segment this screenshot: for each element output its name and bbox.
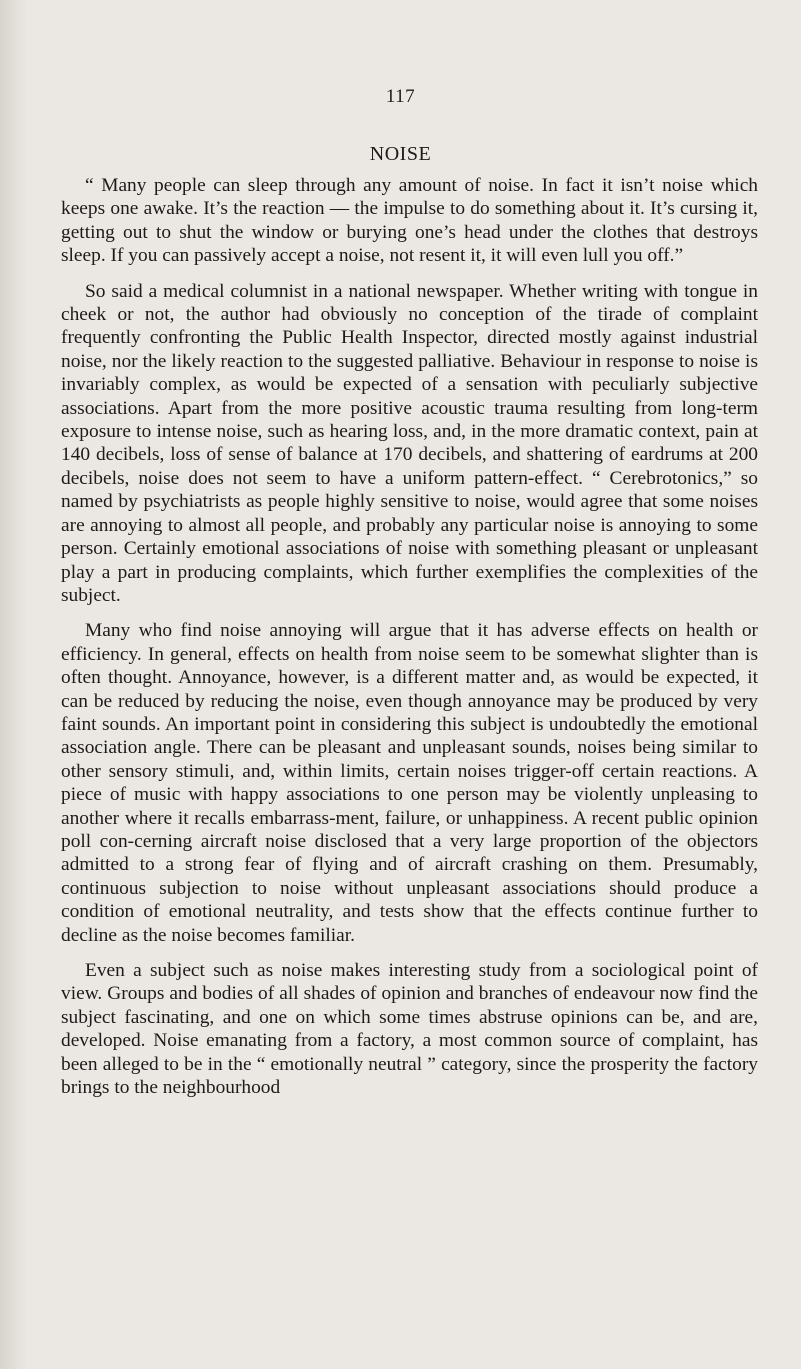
paragraph-4: Even a subject such as noise makes interesting study from a sociological point of view. Groups and bodies of all shades of opinion and branches of endeavour now find the subject fascinating, and one on which some times abstruse opinions can be, and are, developed. Noise emanating from a factory, a most common source of complaint, has been alleged to be in the “ emotionally neutral ” category, since the prosperity the factory brings to the neighbourhood xyxy=(61,960,758,1099)
page-title: NOISE xyxy=(369,143,432,165)
paragraph-3: Many who find noise annoying will argue that it has adverse effects on health or efficiency. In general, effects on health from noise seem to be somewhat slighter than is often thought. Annoyance, however, is a different matter and, as would be expected, it can be reduced by reducing the noise, even though annoyance may be produced by very faint sounds. An important point in considering this subject is undoubtedly the emotional association angle. There can be pleasant and unpleasant sounds, noises being similar to other sensory stimuli, and, within limits, certain noises trigger-off certain reactions. A piece of music with happy associations to one person may be violently unpleasing to another where it recalls embarrass-ment, failure, or unhappiness. A recent public opinion poll con-cerning aircraft noise disclosed that a very large proportion of the objectors admitted to a strong fear of flying and of aircraft crashing on them. Presumably, continuous subjection to noise without unpleasant associations should produce a condition of emotional neutrality, and tests show that the effects continue further to decline as the noise becomes familiar. xyxy=(61,620,758,946)
page-binding-edge xyxy=(0,0,28,1369)
paragraph-1: “ Many people can sleep through any amount of noise. In fact it isn’t noise which keeps one awake. It’s the reaction — the impulse to do something about it. It’s cursing it, getting out to shut the window or burying one’s head under the clothes that destroys sleep. If you can passively accept a noise, not resent it, it will even lull you off.” xyxy=(61,175,758,267)
page-number: 117 xyxy=(385,86,416,107)
paragraph-2: So said a medical columnist in a national newspaper. Whether writing with tongue in cheek or not, the author had obviously no conception of the tirade of complaint frequently confronting the Public Health Inspector, directed mostly against industrial noise, nor the likely reaction to the suggested palliative. Behaviour in response to noise is invariably complex, as would be expected of a sensation with peculiarly subjective associations. Apart from the more positive acoustic trauma resulting from long-term exposure to intense noise, such as hearing loss, and, in the more dramatic context, pain at 140 decibels, loss of sense of balance at 170 decibels, and shattering of eardrums at 200 decibels, noise does not seem to have a uniform pattern-effect. “ Cerebrotonics,” so named by psychiatrists as people highly sensitive to noise, would agree that some noises are annoying to almost all people, and probably any particular noise is annoying to some person. Certainly emotional associations of noise with something pleasant or unpleasant play a part in producing complaints, which further exemplifies the complexities of the subject. xyxy=(61,280,758,606)
body-text xyxy=(61,174,758,1111)
